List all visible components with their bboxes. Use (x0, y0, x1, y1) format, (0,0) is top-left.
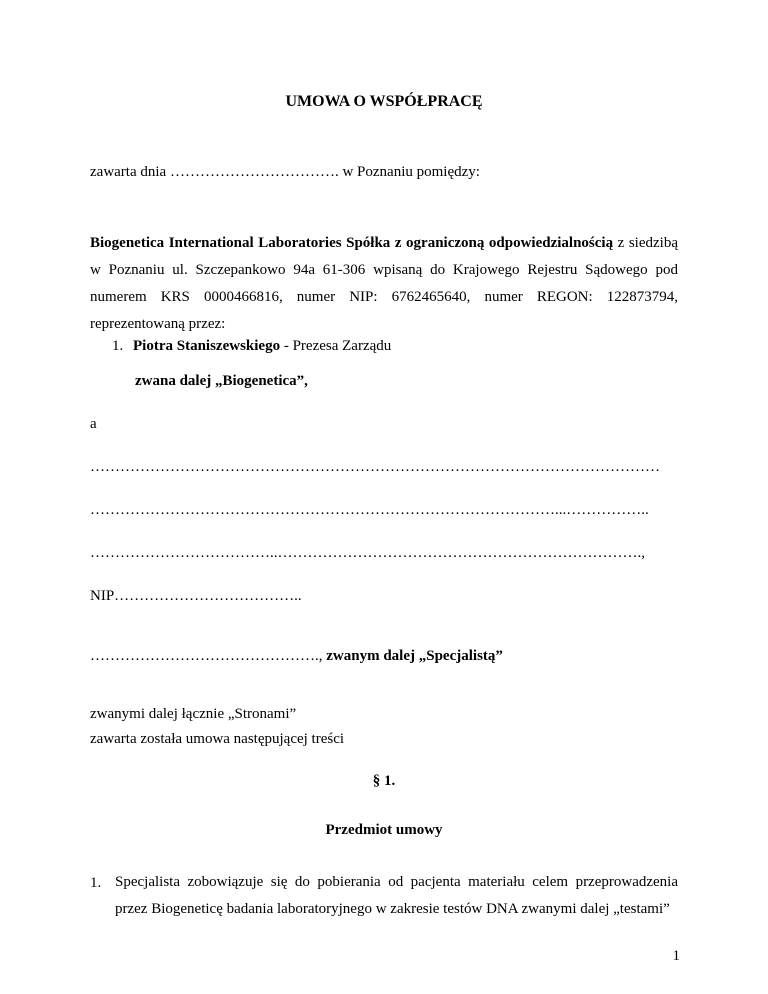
party1-suffix: z (613, 235, 625, 251)
representative-item (112, 338, 391, 355)
party1-name: Biogenetica International Laboratories Spółka z ograniczoną odpowiedzialnością (90, 235, 614, 251)
clause1-text: Specjalista zobowiązuje się do pobierania od pacjenta materiału celem przeprowadzenia przez Biogeneticę badania laboratoryjnego w zakresie testów DNA zwanymi dalej „testami” (115, 874, 678, 917)
conjunction: a (90, 416, 97, 432)
parties-together-line: zwanymi dalej łącznie „Stronami” (90, 706, 297, 722)
section-number: § 1. (372, 773, 396, 789)
blank-line-2: …………………………………………………………………………………...…………….. (90, 502, 649, 518)
party2-line (90, 648, 503, 665)
page-number: 1 (672, 948, 680, 964)
representative-number: 1. (112, 338, 124, 354)
representative-name: Piotra Staniszewskiego (133, 338, 281, 354)
intro-line: zawarta dnia ……………………………. w Poznaniu pomiędzy: (90, 164, 480, 180)
party1-details: siedzibą w Poznaniu ul. Szczepankowo 94a 61-306 wpisaną do Krajowego Rejestru Sądowego pod numerem KRS 0000466816, numer NIP: 6762465640, numer REGON: 122873794, reprezentowaną przez: (90, 235, 678, 332)
section-heading: Przedmiot umowy (325, 822, 443, 838)
nip-line: NIP……………………………….. (90, 588, 302, 604)
party1-alias: zwana dalej „Biogenetica”, (135, 373, 308, 389)
clause1-number: 1. (90, 875, 102, 891)
party2-alias: zwanym dalej „Specjalistą” (326, 648, 503, 664)
blank-line-1: …………………………………………………………………………………………………… (90, 459, 660, 475)
representative-role: - Prezesa Zarządu (280, 338, 392, 354)
party1-paragraph (90, 230, 678, 338)
party2-blank: ………………………………………., (90, 648, 327, 664)
blank-line-3: ………………………………..………………………………………………………………., (90, 545, 645, 561)
concluded-line: zawarta została umowa następującej treści (90, 731, 345, 747)
document-title: UMOWA O WSPÓŁPRACĘ (285, 93, 483, 110)
